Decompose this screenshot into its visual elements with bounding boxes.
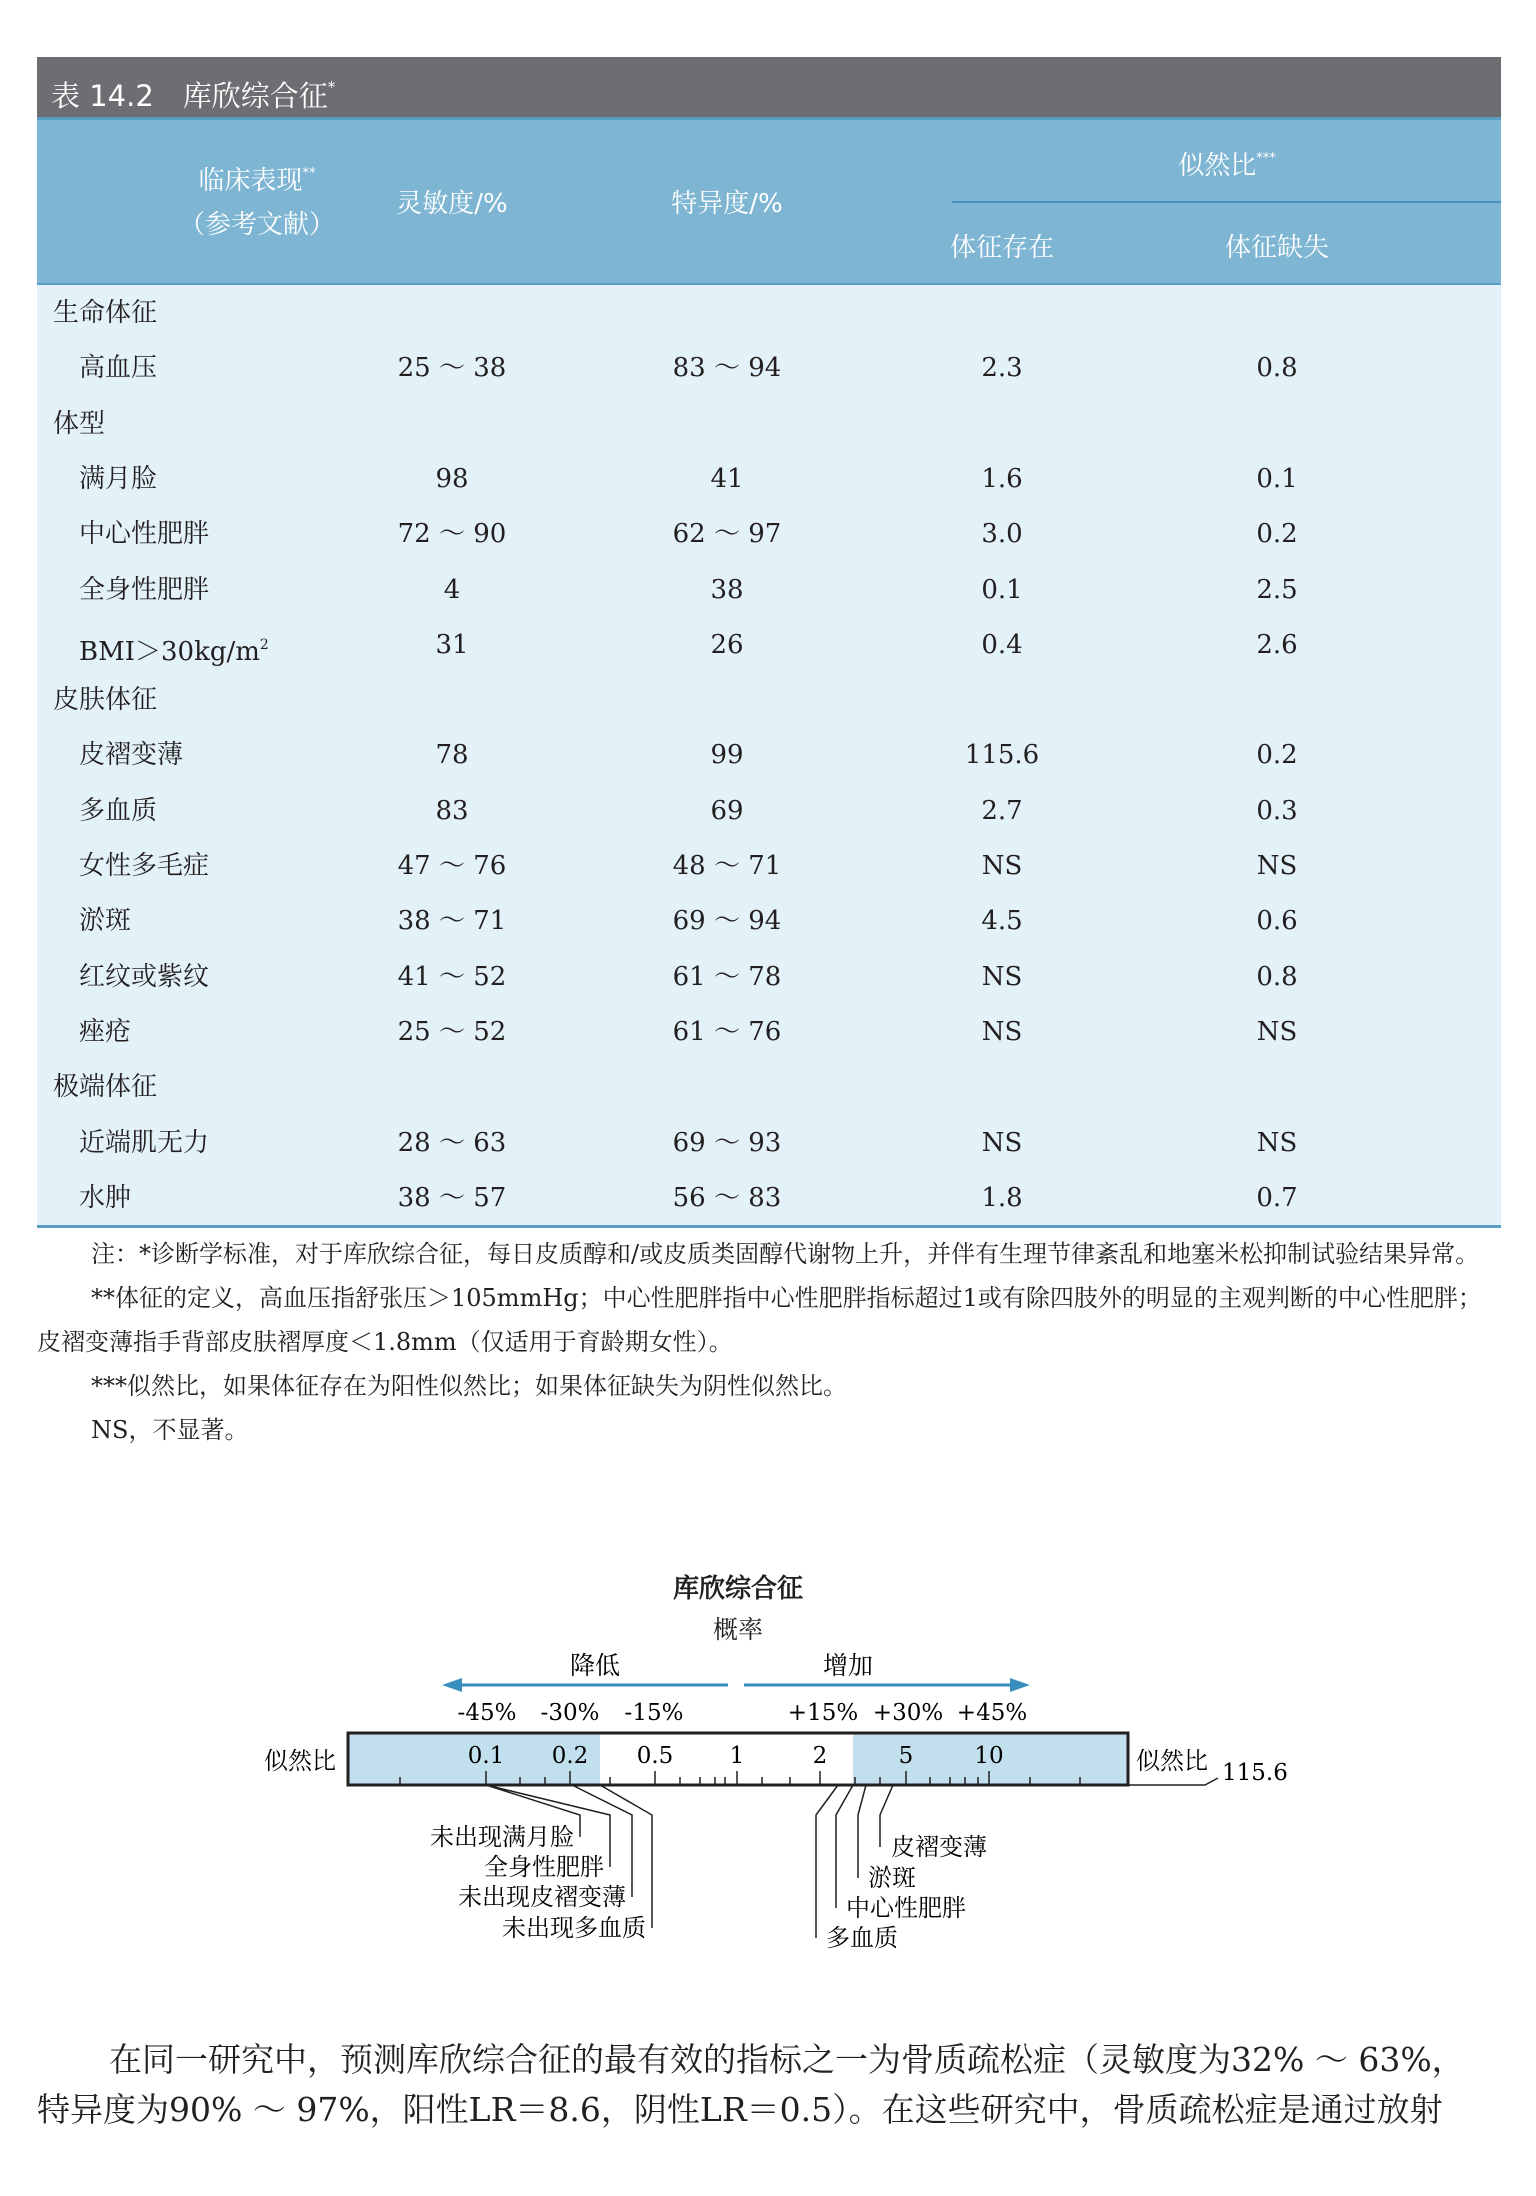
right-finding-label: 中心性肥胖 <box>846 1894 966 1922</box>
percent-label: -45% <box>457 1700 517 1726</box>
decrease-arrow-head <box>442 1678 462 1692</box>
note-2: **体征的定义，高血压指舒张压＞105mmHg；中心性肥胖指中心性肥胖指标超过1或有除四肢外的明显的主观判断的中心性肥胖；皮褶变薄指手背部皮肤褶厚度＜1.8mm（仅适用于育龄期女性）。 <box>37 1284 1482 1356</box>
specificity-cell: 69 ～ 94 <box>672 906 782 937</box>
table-title-bar <box>37 57 1501 117</box>
lr-label-left: 似然比 <box>264 1747 336 1775</box>
section-label: 体型 <box>53 408 106 439</box>
specificity-cell: 62 ～ 97 <box>672 519 782 550</box>
lr-present-cell: 2.3 <box>981 353 1023 384</box>
left-finding-label: 未出现皮褶变薄 <box>458 1883 626 1911</box>
finding-label: 高血压 <box>79 353 158 384</box>
table-row <box>37 562 1501 618</box>
table-section-row <box>37 396 1501 452</box>
left-finding-label: 未出现多血质 <box>502 1914 646 1942</box>
lr-present-cell: 0.4 <box>981 629 1023 660</box>
table-notes <box>37 1232 1501 1452</box>
specificity-cell: 69 ～ 93 <box>672 1127 782 1158</box>
sensitivity-cell: 78 <box>435 740 469 771</box>
sensitivity-cell: 38 ～ 57 <box>397 1182 507 1213</box>
lr-present-cell: 1.6 <box>981 463 1023 494</box>
left-finding-label: 未出现满月脸 <box>430 1823 574 1851</box>
table-row <box>37 727 1501 783</box>
right-finding-leader <box>858 1785 866 1878</box>
finding-label: 女性多毛症 <box>79 851 210 881</box>
table-section-row <box>37 1059 1501 1115</box>
paragraph-line-1: 在同一研究中，预测库欣综合征的最有效的指标之一为骨质疏松症（灵敏度为32% ～ 63%， <box>109 2040 1465 2079</box>
left-finding-label: 全身性肥胖 <box>484 1853 604 1881</box>
lr-tick-label: 1 <box>729 1743 745 1769</box>
lr-present-cell: NS <box>981 1016 1023 1047</box>
table-title: 表 14.2 库欣综合征 <box>51 79 328 113</box>
table-row <box>37 783 1501 839</box>
specificity-cell: 48 ～ 71 <box>672 851 782 881</box>
lr-absent-cell: 0.3 <box>1256 795 1298 826</box>
nomogram-subtitle: 概率 <box>712 1615 763 1644</box>
decrease-label: 降低 <box>569 1651 621 1680</box>
lr-present-cell: 115.6 <box>964 740 1040 771</box>
overflow-leader-line <box>1124 1778 1218 1785</box>
finding-label: 皮褶变薄 <box>79 740 184 771</box>
lr-present-cell: 4.5 <box>981 906 1023 937</box>
table-header <box>37 117 1501 285</box>
percent-label: +15% <box>787 1700 859 1726</box>
lr-tick-label: 5 <box>898 1743 914 1769</box>
specificity-cell: 61 ～ 76 <box>672 1016 782 1047</box>
increase-label: 增加 <box>822 1651 874 1680</box>
lr-overflow-value: 115.6 <box>1222 1760 1288 1786</box>
table-row <box>37 893 1501 949</box>
right-finding-label: 皮褶变薄 <box>891 1833 987 1861</box>
sensitivity-cell: 28 ～ 63 <box>397 1127 507 1158</box>
lr-absent-cell: 0.2 <box>1256 519 1298 550</box>
section-label: 生命体征 <box>53 298 158 328</box>
sensitivity-cell: 4 <box>443 574 461 605</box>
lr-label-right: 似然比 <box>1136 1747 1208 1775</box>
finding-label: 满月脸 <box>79 463 158 494</box>
sensitivity-cell: 25 ～ 52 <box>397 1016 507 1047</box>
note-4: NS，不显著。 <box>91 1416 249 1444</box>
lr-absent-cell: NS <box>1256 851 1298 881</box>
lr-tick-label: 10 <box>974 1743 1004 1769</box>
lr-present-cell: 1.8 <box>981 1182 1023 1213</box>
lr-absent-cell: 0.8 <box>1256 961 1298 992</box>
specificity-cell: 69 <box>710 795 744 826</box>
header-finding-ref: （参考文献） <box>178 210 335 240</box>
percent-label: -15% <box>624 1700 684 1726</box>
lr-present-cell: NS <box>981 1127 1023 1158</box>
specificity-cell: 56 ～ 83 <box>672 1182 782 1213</box>
nomogram-figure <box>0 1640 1536 1970</box>
lr-present-cell: 3.0 <box>981 519 1023 550</box>
percent-label: -30% <box>540 1700 600 1726</box>
section-label: 皮肤体征 <box>53 685 158 716</box>
lr-tick-label: 0.2 <box>551 1743 589 1769</box>
table-title-marker: * <box>327 78 336 96</box>
lr-absent-cell: 0.8 <box>1256 353 1298 384</box>
finding-label: 中心性肥胖 <box>79 519 210 550</box>
specificity-cell: 41 <box>710 463 744 494</box>
paragraph-line-2: 特异度为90% ～ 97%，阳性LR＝8.6，阴性LR＝0.5）。在这些研究中，骨质疏松症是通过放射 <box>37 2090 1443 2129</box>
finding-label: $BMI>30kg/m^2$ <box>79 636 269 667</box>
body-paragraph <box>37 2035 1501 2135</box>
specificity-cell: 38 <box>710 574 744 605</box>
sensitivity-cell: 83 <box>435 795 469 826</box>
table-row <box>37 1004 1501 1060</box>
right-finding-label: 多血质 <box>826 1924 898 1952</box>
lr-present-cell: 2.7 <box>981 795 1023 826</box>
specificity-cell: 26 <box>710 629 744 660</box>
lr-absent-cell: 0.1 <box>1256 463 1298 494</box>
nomogram-title: 库欣综合征 <box>672 1574 803 1604</box>
lr-present-cell: 0.1 <box>981 574 1023 605</box>
lr-absent-cell: 2.5 <box>1256 574 1298 605</box>
finding-label: 近端肌无力 <box>79 1127 210 1158</box>
header-lr-absent: 体征缺失 <box>1224 233 1329 263</box>
finding-label: 淤斑 <box>79 906 132 937</box>
right-finding-leader <box>836 1785 853 1908</box>
lr-absent-cell: NS <box>1256 1127 1298 1158</box>
table-row <box>37 506 1501 562</box>
table-row <box>37 617 1501 673</box>
sensitivity-cell: 31 <box>435 629 469 660</box>
right-finding-label: 淤斑 <box>868 1864 916 1892</box>
lr-absent-cell: 2.6 <box>1256 629 1298 660</box>
lr-absent-cell: NS <box>1256 1016 1298 1047</box>
label-superscript: 2 <box>259 636 269 653</box>
note-1: 注：*诊断学标准，对于库欣综合征，每日皮质醇和/或皮质类固醇代谢物上升，并伴有生理节律紊乱和地塞米松抑制试验结果异常。 <box>91 1240 1480 1268</box>
sensitivity-cell: 25 ～ 38 <box>397 353 507 384</box>
header-lr-present: 体征存在 <box>949 233 1054 263</box>
table-row <box>37 949 1501 1005</box>
lr-tick-label: 0.5 <box>636 1743 674 1769</box>
finding-label: 水肿 <box>79 1182 132 1213</box>
header-sensitivity: 灵敏度/% <box>396 189 508 219</box>
lr-present-cell: NS <box>981 851 1023 881</box>
section-label: 极端体征 <box>53 1072 158 1103</box>
right-finding-leader <box>816 1785 838 1938</box>
table-section-row <box>37 672 1501 728</box>
sensitivity-cell: 72 ～ 90 <box>397 519 507 550</box>
sensitivity-cell: 47 ～ 76 <box>397 851 507 881</box>
finding-label: 全身性肥胖 <box>79 574 210 605</box>
header-divider <box>952 201 1501 203</box>
table-row <box>37 838 1501 894</box>
header-specificity: 特异度/% <box>671 189 783 219</box>
specificity-cell: 61 ～ 78 <box>672 961 782 992</box>
finding-label: 多血质 <box>79 795 158 826</box>
note-3: ***似然比，如果体征存在为阳性似然比；如果体征缺失为阴性似然比。 <box>91 1372 847 1400</box>
percent-label: +30% <box>872 1700 944 1726</box>
lr-absent-cell: 0.2 <box>1256 740 1298 771</box>
finding-label: 痤疮 <box>79 1016 132 1047</box>
sensitivity-cell: 98 <box>435 463 469 494</box>
header-finding: 临床表现** <box>198 166 316 196</box>
lr-tick-label: 0.1 <box>467 1743 505 1769</box>
table-row <box>37 451 1501 507</box>
sensitivity-cell: 41 ～ 52 <box>397 961 507 992</box>
table-row <box>37 340 1501 396</box>
lr-absent-cell: 0.7 <box>1256 1182 1298 1213</box>
sensitivity-cell: 38 ～ 71 <box>397 906 507 937</box>
specificity-cell: 99 <box>710 740 744 771</box>
finding-label: 红纹或紫纹 <box>79 961 210 992</box>
percent-label: +45% <box>956 1700 1028 1726</box>
table-row <box>37 1115 1501 1171</box>
lr-present-cell: NS <box>981 961 1023 992</box>
header-lr-group: 似然比*** <box>1178 151 1276 181</box>
increase-arrow-head <box>1010 1678 1030 1692</box>
table-section-row <box>37 285 1501 341</box>
lr-absent-cell: 0.6 <box>1256 906 1298 937</box>
lr-tick-label: 2 <box>812 1743 828 1769</box>
specificity-cell: 83 ～ 94 <box>672 353 782 384</box>
table-row <box>37 1170 1501 1226</box>
